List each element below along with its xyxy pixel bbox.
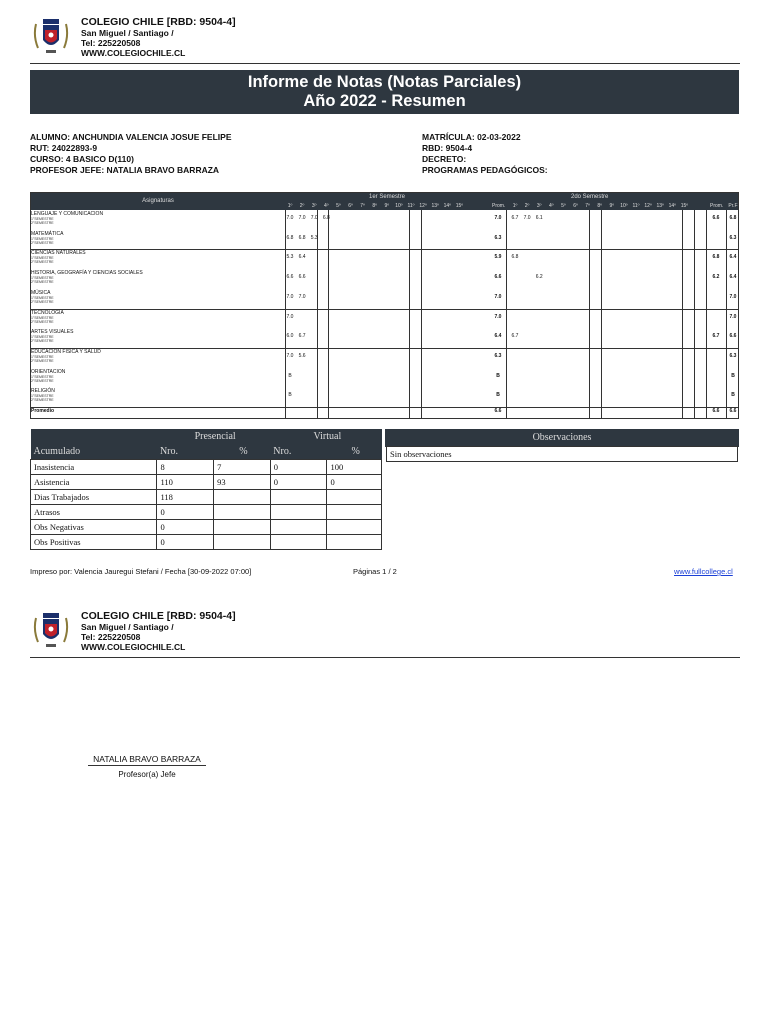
promedio-sem2: 6.6	[712, 408, 720, 414]
virtual-pct-header: %	[327, 444, 382, 459]
semester-sublabel: 1°SEMESTRE	[31, 217, 54, 221]
attendance-label: Obs Negativas	[31, 519, 157, 534]
grade-cell: B	[288, 392, 292, 399]
semester-sublabel: 2°SEMESTRE	[31, 221, 54, 225]
observations-text: Sin observaciones	[386, 446, 738, 462]
sem1-col-header: 8º	[372, 203, 377, 209]
sem1-average: 6.3	[494, 234, 502, 241]
report-title: Informe de Notas (Notas Parciales)	[247, 73, 522, 91]
sem2-col-header: 10º	[620, 203, 628, 209]
virtual-pct	[327, 519, 382, 534]
semester-sublabel: 1°SEMESTRE	[31, 335, 54, 340]
student-rut: RUT: 24022893-9	[30, 143, 98, 153]
student-decree: DECRETO:	[422, 154, 467, 164]
semester-sublabel: 1°SEMESTRE	[31, 394, 54, 399]
sem1-col-header: 11º	[407, 203, 415, 209]
school-header	[30, 16, 740, 66]
semester-sublabel: 1°SEMESTRE	[31, 236, 54, 241]
presencial-nro: 0	[157, 534, 214, 549]
sem1-col-header: 5º	[336, 203, 341, 209]
group-separator	[31, 309, 738, 310]
final-average: B	[731, 372, 735, 379]
subject-name: MÚSICA	[31, 289, 51, 296]
sem1-col-header: 14º	[443, 203, 451, 209]
grade-cell: 7.0	[286, 293, 294, 300]
presencial-pct	[214, 489, 271, 504]
subject-name: CIENCIAS NATURALES	[31, 250, 86, 257]
sem1-average: 7.0	[494, 293, 502, 300]
semester-sublabel: 2°SEMESTRE	[31, 339, 54, 344]
virtual-pct	[327, 534, 382, 549]
presencial-nro-header: Nro.	[157, 444, 214, 459]
sem2-col-header: 6º	[573, 203, 578, 209]
sem1-col-header: 13º	[431, 203, 439, 209]
attendance-row	[31, 489, 382, 504]
semester-sublabel: 2°SEMESTRE	[31, 358, 54, 363]
school-name: COLEGIO CHILE [RBD: 9504-4]	[81, 610, 236, 622]
school-location: San Miguel / Santiago /	[81, 622, 174, 632]
school-phone: Tel: 225220508	[81, 38, 141, 48]
sem2-col-header: 12º	[644, 203, 652, 209]
student-teacher: PROFESOR JEFE: NATALIA BRAVO BARRAZA	[30, 165, 220, 175]
grade-cell: 6.7	[298, 333, 306, 340]
semester-sublabel: 2°SEMESTRE	[31, 299, 54, 304]
grade-cell: B	[288, 372, 292, 379]
attendance-row	[31, 459, 382, 474]
student-programs: PROGRAMAS PEDAGÓGICOS:	[422, 165, 548, 175]
subject-row	[31, 270, 285, 290]
semester-sublabel: 1°SEMESTRE	[31, 374, 54, 379]
column-separator	[506, 210, 507, 418]
column-separator	[694, 210, 695, 418]
presencial-nro: 118	[157, 489, 214, 504]
sem2-col-header: 3º	[536, 203, 542, 209]
presencial-nro: 110	[157, 474, 214, 489]
grade-cell: 6.8	[286, 234, 294, 241]
virtual-nro: 0	[270, 459, 327, 474]
sem2-average: 6.7	[712, 333, 720, 340]
final-average: 6.3	[729, 352, 737, 359]
column-separator	[328, 210, 329, 418]
sem1-col-header: 10º	[395, 203, 403, 209]
attendance-row	[31, 504, 382, 519]
semester-sublabel: 1°SEMESTRE	[31, 295, 54, 300]
sem2-col-header: 2º	[524, 203, 530, 209]
sem1-average: 6.3	[494, 352, 502, 359]
column-separator	[317, 210, 318, 418]
subject-name: RELIGIÓN	[31, 388, 55, 395]
semester-sublabel: 1°SEMESTRE	[31, 354, 54, 359]
subject-name: ARTES VISUALES	[31, 329, 74, 336]
promedio-label: Promedio	[31, 408, 55, 414]
sem2-average: 6.2	[712, 274, 720, 281]
school-crest-icon	[32, 16, 70, 56]
virtual-pct	[327, 489, 382, 504]
sem1-col-header: 12º	[419, 203, 427, 209]
column-separator	[421, 210, 422, 418]
presencial-pct: 93	[214, 474, 271, 489]
semester-sublabel: 2°SEMESTRE	[31, 319, 54, 324]
divider	[30, 657, 740, 658]
grade-cell: 7.0	[286, 215, 294, 221]
sem1-col-header: 6º	[348, 203, 353, 209]
subject-row	[31, 231, 285, 251]
subject-name: TECNOLOGÍA	[31, 309, 64, 316]
sem2-col-header: 1º	[512, 203, 518, 209]
student-rbd: RBD: 9504-4	[422, 143, 473, 153]
school-header-page2	[30, 610, 740, 660]
sem2-col-header: 8º	[597, 203, 602, 209]
grade-cell: 6.0	[286, 333, 294, 340]
virtual-pct	[327, 504, 382, 519]
sem2-col-header: 9º	[609, 203, 615, 209]
grade-cell: 7.0	[286, 313, 294, 320]
sem1-col-header: 15º	[455, 203, 464, 209]
grade-cell: 6.4	[298, 254, 306, 261]
grade-cell: 5.3	[310, 234, 318, 241]
report-banner	[30, 70, 739, 114]
virtual-nro-header: Nro.	[270, 444, 327, 459]
grades-table-header	[31, 193, 738, 210]
virtual-pct: 100	[327, 459, 382, 474]
subject-row	[31, 388, 285, 408]
attendance-row	[31, 519, 382, 534]
final-average: 7.0	[729, 293, 737, 300]
grade-cell: 6.1	[535, 215, 543, 221]
semester-sublabel: 2°SEMESTRE	[31, 398, 54, 403]
subject-name: EDUCACIÓN FÍSICA Y SALUD	[31, 348, 101, 355]
grade-cell: 6.7	[511, 215, 519, 221]
sem1-col-header: 2º	[299, 203, 305, 209]
column-separator	[409, 210, 410, 418]
sem1-col-header: 7º	[360, 203, 365, 209]
sem1-average: B	[496, 372, 500, 379]
sem1-col-header: 9º	[384, 203, 390, 209]
grade-cell: 7.0	[523, 215, 531, 221]
final-average: 6.3	[729, 234, 737, 241]
column-separator	[601, 210, 602, 418]
grade-cell: 7.0	[298, 215, 306, 221]
attendance-label: Asistencia	[31, 474, 157, 489]
group-separator	[31, 348, 738, 349]
semester-sublabel: 2°SEMESTRE	[31, 260, 54, 265]
semester1-header: 1er Semestre	[369, 194, 406, 200]
attendance-label: Inasistencia	[31, 459, 157, 474]
grade-cell: 6.2	[535, 274, 543, 281]
subject-row	[31, 290, 285, 310]
grade-cell: 6.8	[322, 215, 330, 221]
subject-name: ORIENTACION	[31, 368, 66, 375]
final-average: 6.6	[729, 333, 737, 340]
school-location: San Miguel / Santiago /	[81, 28, 174, 38]
acumulado-header: Acumulado	[31, 444, 157, 459]
student-info-left	[30, 132, 232, 176]
sem1-col-header: 1º	[287, 203, 293, 209]
subject-row	[31, 349, 285, 369]
fullcollege-link[interactable]: www.fullcollege.cl	[674, 567, 733, 576]
school-name: COLEGIO CHILE [RBD: 9504-4]	[81, 16, 236, 28]
virtual-nro	[270, 519, 327, 534]
sem2-average: 6.6	[712, 215, 720, 221]
grades-table	[30, 192, 739, 419]
subject-row	[31, 310, 285, 330]
sem1-average: 6.4	[494, 333, 502, 340]
sem1-average: B	[496, 392, 500, 399]
semester-sublabel: 1°SEMESTRE	[31, 256, 54, 261]
signature-name: NATALIA BRAVO BARRAZA	[93, 754, 201, 764]
report-subtitle: Año 2022 - Resumen	[303, 92, 466, 110]
page-count: Páginas 1 / 2	[353, 567, 397, 576]
sem2-col-header: 7º	[585, 203, 590, 209]
school-web: WWW.COLEGIOCHILE.CL	[81, 48, 186, 58]
grade-cell: 7.0	[298, 293, 306, 300]
subject-row	[31, 329, 285, 349]
sem2-col-header: 13º	[656, 203, 664, 209]
promedio-sem1: 6.6	[494, 408, 502, 414]
semester2-header: 2do Semestre	[571, 194, 609, 200]
final-average: B	[731, 392, 735, 399]
sem1-average: 6.6	[494, 274, 502, 281]
school-phone: Tel: 225220508	[81, 632, 141, 642]
grade-cell: 6.6	[298, 274, 306, 281]
observations-header: Observaciones	[385, 429, 739, 447]
signature-role: Profesor(a) Jefe	[118, 770, 176, 779]
virtual-pct: 0	[327, 474, 382, 489]
student-enrollment: MATRÍCULA: 02-03-2022	[422, 132, 521, 142]
subject-row	[31, 369, 285, 389]
column-separator	[706, 210, 707, 418]
sem1-average: 7.0	[494, 215, 502, 221]
virtual-nro	[270, 489, 327, 504]
subject-name: LENGUAJE Y COMUNICACION	[31, 211, 104, 217]
attendance-table	[30, 429, 382, 550]
subject-row	[31, 250, 285, 270]
school-crest-icon	[32, 610, 70, 650]
subjects-column-header: Asignaturas	[142, 198, 174, 204]
signature-line	[88, 765, 206, 766]
grade-cell: 6.6	[286, 274, 294, 281]
presencial-pct	[214, 504, 271, 519]
subject-row	[31, 211, 285, 231]
semester-sublabel: 1°SEMESTRE	[31, 276, 54, 281]
sem2-col-header: 5º	[561, 203, 566, 209]
virtual-nro	[270, 534, 327, 549]
sem1-col-header: 3º	[311, 203, 317, 209]
final-average: 6.8	[729, 215, 737, 221]
sem1-col-header: Prom.	[492, 203, 506, 209]
presencial-nro: 0	[157, 519, 214, 534]
grade-cell: 5.6	[298, 352, 306, 359]
virtual-nro	[270, 504, 327, 519]
attendance-label: Obs Positivas	[31, 534, 157, 549]
sem2-col-header: 15º	[680, 203, 689, 209]
sem2-col-header: 11º	[632, 203, 640, 209]
presencial-pct-header: %	[214, 444, 271, 459]
grade-cell: 6.7	[511, 333, 519, 340]
final-average: 7.0	[729, 313, 737, 320]
semester-sublabel: 2°SEMESTRE	[31, 280, 54, 285]
column-separator	[589, 210, 590, 418]
divider	[30, 63, 740, 64]
sem1-average: 5.9	[494, 254, 502, 261]
sem1-col-header: 4º	[323, 203, 329, 209]
virtual-header: Virtual	[270, 429, 381, 444]
presencial-nro: 8	[157, 459, 214, 474]
sem2-average: 6.8	[712, 254, 720, 261]
grade-cell: 5.3	[286, 254, 294, 261]
semester-sublabel: 2°SEMESTRE	[31, 378, 54, 383]
student-course: CURSO: 4 BASICO D(110)	[30, 154, 134, 164]
school-web: WWW.COLEGIOCHILE.CL	[81, 642, 186, 652]
final-average: 6.4	[729, 254, 737, 261]
sem2-col-header: 4º	[548, 203, 554, 209]
grade-cell: 7.0	[286, 352, 294, 359]
student-name: ALUMNO: ANCHUNDIA VALENCIA JOSUE FELIPE	[30, 132, 232, 142]
sem2-col-header: Prom.	[710, 203, 724, 209]
grade-cell: 6.8	[298, 234, 306, 241]
subject-name: HISTORIA, GEOGRAFÍA Y CIENCIAS SOCIALES	[31, 270, 143, 277]
column-separator	[682, 210, 683, 418]
semester-sublabel: 2°SEMESTRE	[31, 240, 54, 245]
sem1-average: 7.0	[494, 313, 502, 320]
attendance-row	[31, 534, 382, 549]
sem2-col-header: Pr.F	[728, 203, 738, 209]
semester-sublabel: 1°SEMESTRE	[31, 315, 54, 320]
promedio-final: 6.6	[729, 408, 737, 414]
subject-name: MATEMÁTICA	[31, 230, 64, 237]
virtual-nro: 0	[270, 474, 327, 489]
presencial-nro: 0	[157, 504, 214, 519]
group-separator	[31, 249, 738, 250]
attendance-label: Atrasos	[31, 504, 157, 519]
presencial-pct: 7	[214, 459, 271, 474]
printed-by: Impreso por: Valencia Jauregui Stefani / Fecha [30-09-2022 07:00]	[30, 567, 252, 576]
grade-cell: 7.0	[310, 215, 318, 221]
attendance-row	[31, 474, 382, 489]
presencial-pct	[214, 534, 271, 549]
final-average: 6.4	[729, 274, 737, 281]
sem2-col-header: 14º	[668, 203, 676, 209]
presencial-pct	[214, 519, 271, 534]
presencial-header: Presencial	[157, 429, 270, 444]
attendance-label: Dias Trabajados	[31, 489, 157, 504]
grade-cell: 6.8	[511, 254, 519, 261]
student-info-right	[422, 132, 548, 176]
